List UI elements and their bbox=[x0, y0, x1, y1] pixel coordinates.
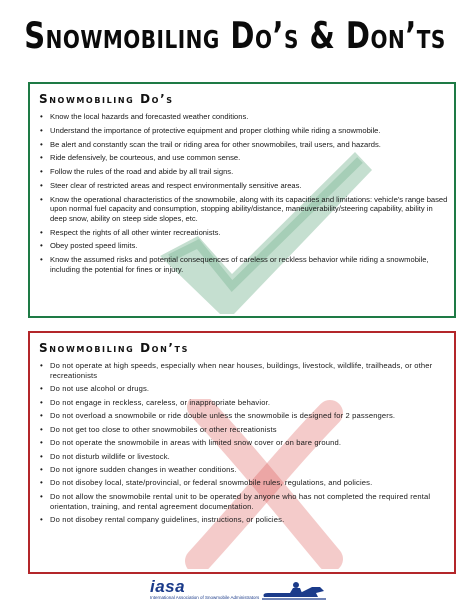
list-item: • Do not ignore sudden changes in weather conditions. bbox=[39, 465, 448, 475]
donts-heading: Snowmobiling Don’ts bbox=[39, 341, 189, 355]
dos-panel bbox=[28, 82, 456, 318]
list-item: • Do not operate at high speeds, especially when near houses, buildings, livestock, wildlife, trailheads, or other recreationists bbox=[39, 361, 448, 380]
list-item: • Be alert and constantly scan the trail or riding area for other snowmobiles, trail users, and hazards. bbox=[39, 140, 448, 150]
dos-list bbox=[30, 112, 454, 274]
list-item: • Do not get too close to other snowmobiles or other recreationists bbox=[39, 425, 448, 435]
list-item: • Do not disobey rental company guidelines, instructions, or policies. bbox=[39, 515, 448, 525]
list-item: • Obey posted speed limits. bbox=[39, 241, 448, 251]
list-item: • Understand the importance of protective equipment and proper clothing while riding a snowmobile. bbox=[39, 126, 448, 136]
list-item: • Know the local hazards and forecasted weather conditions. bbox=[39, 112, 448, 122]
list-item: • Steer clear of restricted areas and respect environmentally sensitive areas. bbox=[39, 181, 448, 191]
list-item: • Do not overload a snowmobile or ride double unless the snowmobile is designed for 2 passengers. bbox=[39, 411, 448, 421]
list-item: • Do not use alcohol or drugs. bbox=[39, 384, 448, 394]
dos-heading: Snowmobiling Do’s bbox=[39, 92, 174, 106]
snowmobile-icon bbox=[260, 579, 330, 601]
list-item: • Do not allow the snowmobile rental unit to be operated by anyone who has not completed the required rental orientation, training, and rental agreement documentation. bbox=[39, 492, 448, 511]
list-item: • Know the operational characteristics of the snowmobile, along with its capacities and limitations: vehicle's range based upon normal fuel capacity and consumption, stopping ability/distance, maneuverability/steering capability, ability in deep snow, ability on steep side slopes, etc. bbox=[39, 195, 448, 224]
list-item: • Respect the rights of all other winter recreationists. bbox=[39, 228, 448, 238]
donts-list bbox=[30, 361, 454, 525]
donts-panel bbox=[28, 331, 456, 574]
list-item: • Do not engage in reckless, careless, or inappropriate behavior. bbox=[39, 398, 448, 408]
list-item: • Do not operate the snowmobile in areas with limited snow cover or on bare ground. bbox=[39, 438, 448, 448]
logo-text: iasa bbox=[150, 577, 186, 596]
footer-logo bbox=[150, 577, 340, 603]
logo-subtext: International Association of Snowmobile Administrators bbox=[150, 595, 260, 600]
list-item: • Follow the rules of the road and abide by all trail signs. bbox=[39, 167, 448, 177]
list-item: • Ride defensively, be courteous, and use common sense. bbox=[39, 153, 448, 163]
page-title: Snowmobiling Do’s & Don’ts bbox=[24, 14, 446, 57]
list-item: • Do not disturb wildlife or livestock. bbox=[39, 452, 448, 462]
list-item: • Do not disobey local, state/provincial, or federal snowmobile rules, regulations, and policies. bbox=[39, 478, 448, 488]
list-item: • Know the assumed risks and potential consequences of careless or reckless behavior while riding a snowmobile, including the potential for fines or injury. bbox=[39, 255, 448, 274]
